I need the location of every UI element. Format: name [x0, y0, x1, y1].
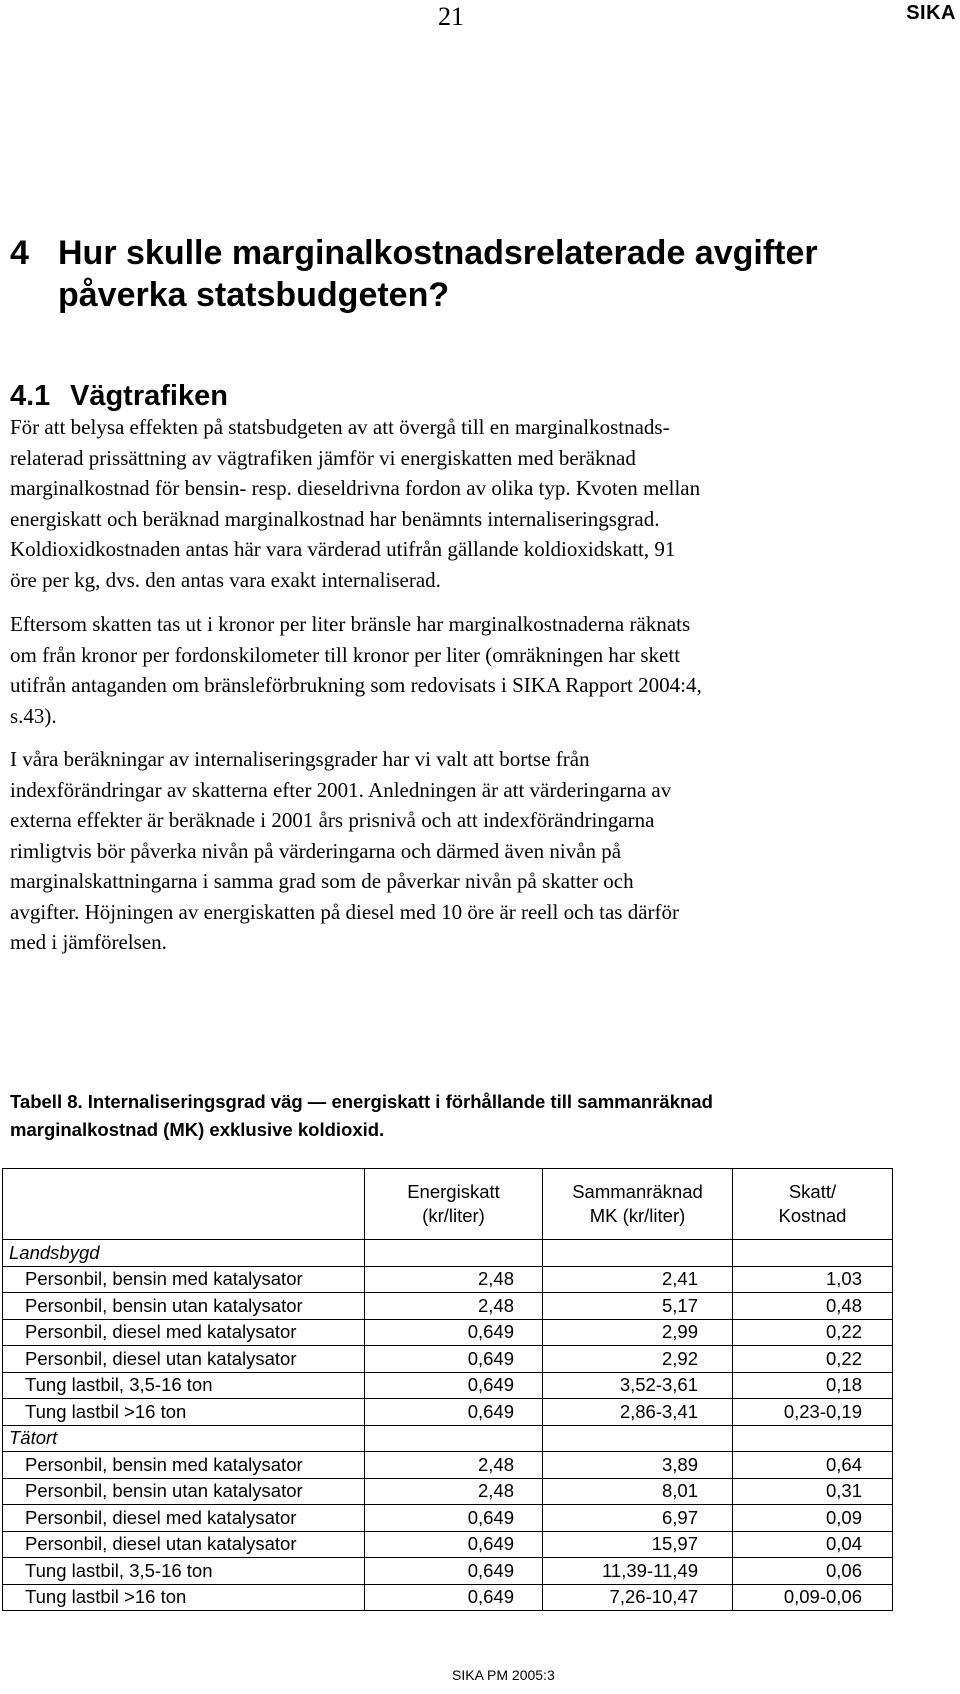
paragraph-1 — [10, 412, 910, 595]
header-energy-tax: Energiskatt (kr/liter) — [365, 1169, 543, 1240]
header-total-mk: Sammanräknad MK (kr/liter) — [543, 1169, 733, 1240]
paragraph-line: öre per kg, dvs. den antas vara exakt internaliserad. — [10, 567, 441, 592]
table-row: Personbil, diesel med katalysator 0,649 6,97 0,09 — [3, 1505, 893, 1532]
section-number: 4.1 — [10, 380, 51, 412]
paragraph-line: Eftersom skatten tas ut i kronor per liter bränsle har marginalkostnaderna räknats — [10, 612, 691, 636]
caption-line: marginalkostnad (MK) exklusive koldioxid. — [10, 1119, 385, 1140]
paragraph-3 — [10, 744, 910, 958]
group-row — [3, 1425, 893, 1452]
table-caption — [10, 1088, 713, 1144]
header-tax-cost-ratio: Skatt/ Kostnad — [733, 1169, 893, 1240]
section-title: Vägtrafiken — [70, 380, 228, 412]
paragraph-line: marginalkostnad för bensin- resp. dieseldrivna fordon av olika typ. Kvoten mellan — [10, 476, 701, 500]
group-label: Tätort — [3, 1425, 365, 1452]
table-row: Personbil, diesel med katalysator 0,649 2,99 0,22 — [3, 1319, 893, 1346]
paragraph-line: s.43). — [10, 703, 57, 728]
internalization-table — [2, 1168, 893, 1611]
group-row — [3, 1240, 893, 1267]
paragraph-line: I våra beräkningar av internaliseringsgrader har vi valt att bortse från — [10, 747, 590, 771]
table-row: Personbil, bensin utan katalysator 2,48 5,17 0,48 — [3, 1293, 893, 1320]
paragraph-line: indexförändringar av skatterna efter 2001. Anledningen är att värderingarna av — [10, 777, 672, 802]
chapter-number: 4 — [10, 234, 29, 272]
table-row: Personbil, bensin med katalysator 2,48 2,41 1,03 — [3, 1266, 893, 1293]
page-number: 21 — [438, 2, 464, 31]
table-row: Personbil, bensin utan katalysator 2,48 8,01 0,31 — [3, 1478, 893, 1505]
table-row: Tung lastbil, 3,5-16 ton 0,649 11,39-11,49 0,06 — [3, 1558, 893, 1585]
table-row: Tung lastbil >16 ton 0,649 2,86-3,41 0,23-0,19 — [3, 1399, 893, 1426]
paragraph-line: avgifter. Höjningen av energiskatten på diesel med 10 öre är reell och tas därför — [10, 899, 680, 924]
paragraph-line: Koldioxidkostnaden antas här vara värderad utifrån gällande koldioxidskatt, 91 — [10, 537, 676, 561]
sika-logo: SIKA — [906, 2, 956, 24]
table-row: Personbil, diesel utan katalysator 0,649 2,92 0,22 — [3, 1346, 893, 1373]
caption-line: Tabell 8. Internaliseringsgrad väg — energiskatt i förhållande till sammanräknad — [10, 1091, 713, 1112]
table-row: Personbil, diesel utan katalysator 0,649 15,97 0,04 — [3, 1531, 893, 1558]
paragraph-line: om från kronor per fordonskilometer till kronor per liter (omräkningen har skett — [10, 642, 681, 667]
group-label: Landsbygd — [3, 1240, 365, 1267]
paragraph-line: marginalskattningarna i samma grad som de påverkar nivån på skatter och — [10, 869, 634, 893]
paragraph-line: energiskatt och beräknad marginalkostnad har benämnts internaliseringsgrad. — [10, 506, 660, 531]
chapter-title: Hur skulle marginalkostnadsrelaterade avgifter påverka statsbudgeten? — [58, 234, 818, 314]
paragraph-line: rimligtvis bör påverka nivån på värderingarna och därmed även nivån på — [10, 838, 622, 863]
paragraph-line: utifrån antaganden om bränsleförbrukning som redovisats i SIKA Rapport 2004:4, — [10, 673, 702, 697]
header-empty — [3, 1169, 365, 1240]
paragraph-line: relaterad prissättning av vägtrafiken jämför vi energiskatten med beräknad — [10, 445, 636, 470]
table-header-row — [3, 1169, 893, 1240]
table-row: Personbil, bensin med katalysator 2,48 3,89 0,64 — [3, 1452, 893, 1479]
table-row: Tung lastbil >16 ton 0,649 7,26-10,47 0,09-0,06 — [3, 1584, 893, 1611]
paragraph-line: externa effekter är beräknade i 2001 års prisnivå och att indexförändringarna — [10, 808, 655, 832]
table-row: Tung lastbil, 3,5-16 ton 0,649 3,52-3,61 0,18 — [3, 1372, 893, 1399]
footer-text: SIKA PM 2005:3 — [452, 1667, 555, 1683]
paragraph-2 — [10, 609, 910, 731]
paragraph-line: med i jämförelsen. — [10, 930, 167, 954]
paragraph-line: För att belysa effekten på statsbudgeten av att övergå till en marginalkostnads- — [10, 415, 670, 439]
